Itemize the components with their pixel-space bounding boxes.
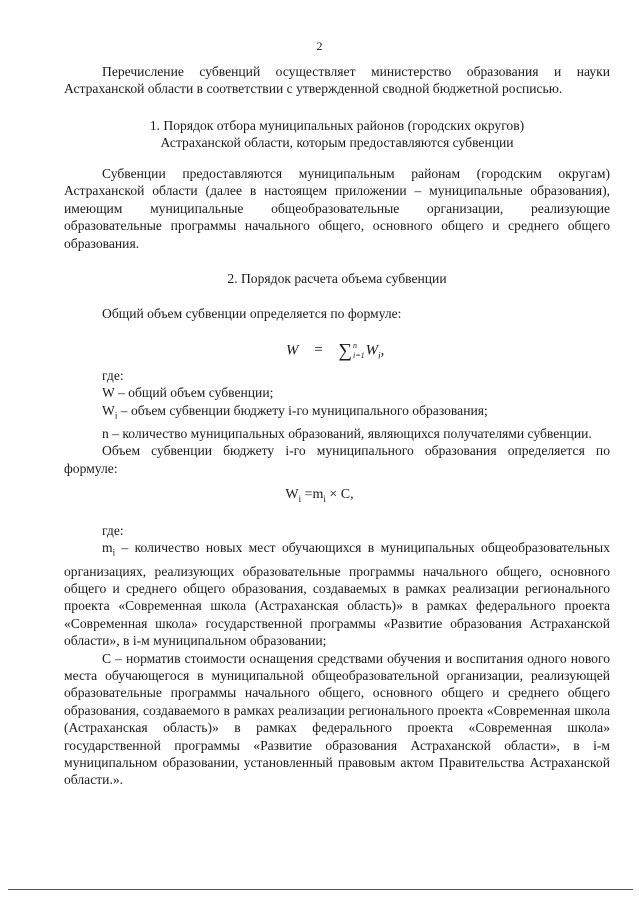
formula2-lhs-sub: i <box>298 493 302 504</box>
section1-heading <box>64 117 610 152</box>
formula2-rhs-sub: i <box>323 493 326 504</box>
formula1-intro <box>64 305 610 322</box>
formula1-intro-text: Общий объем субвенции определяется по формуле: <box>102 306 402 321</box>
def-mi-sub: i <box>112 548 116 559</box>
section2-heading-text: 2. Порядок расчета объема субвенции <box>227 271 447 286</box>
section1-body <box>64 165 610 252</box>
definitions-1 <box>64 367 610 477</box>
section1-heading-line1: 1. Порядок отбора муниципальных районов (городских округов) <box>149 118 525 133</box>
where1-label: где: <box>102 368 124 383</box>
section1-heading-line2: Астраханской области, которым предоставляются субвенции <box>160 135 514 151</box>
def-Wi-text: – объем субвенции бюджету i-го муниципального образования; <box>117 402 488 418</box>
summation-upper: n <box>353 341 358 350</box>
where2-label: где: <box>102 523 124 538</box>
summation-limits <box>353 341 365 361</box>
def-Wi-symbol: W <box>102 402 115 418</box>
formula1-term-sub: i <box>378 350 381 361</box>
formula2-tail: × C, <box>325 487 354 502</box>
definitions-2 <box>64 522 610 789</box>
formula2-lhs: W <box>285 487 299 502</box>
formula1-lhs: W <box>286 342 299 359</box>
section1-body-text: Субвенции предоставляются муниципальным районам (городским округам) Астраханской области (далее в настоящем приложении – муниципальные образования), имеющим муниципальные общеобразовательные организации, реализующие образовательные программы начального общего, основного общего и среднего общего образования. <box>64 166 610 251</box>
def-mi <box>64 539 610 649</box>
formula1-tail: , <box>380 342 385 359</box>
formula-municipal-subvention <box>0 486 639 508</box>
formula1-equals: = <box>314 342 323 359</box>
intro-paragraph <box>64 63 610 98</box>
def-mi-symbol: m <box>102 540 113 556</box>
formula1-term: W <box>365 342 379 359</box>
formula2-intro: Объем субвенции бюджету i-го муниципального образования определяется по формуле: <box>64 443 610 476</box>
formula-total-subvention <box>286 341 384 365</box>
def-n: n – количество муниципальных образований, являющихся получателями субвенции. <box>102 425 592 441</box>
def-Wi-sub: i <box>114 410 118 421</box>
intro-text: Перечисление субвенций осуществляет министерство образования и науки Астраханской области в соответствии с утвержденной сводной бюджетной росписью. <box>64 64 610 97</box>
formula2-rhs: =m <box>301 487 324 502</box>
page-number: 2 <box>316 39 323 53</box>
summation-lower: i=1 <box>353 351 365 360</box>
def-mi-text: – количество новых мест обучающихся в муниципальных общеобразовательных организациях, реализующих образовательные программы начального общего, основного общего и среднего общего образования, создаваемых в рамках реализации регионального проекта «Современная школа (Астраханская область)» в рамках федерального проекта «Современная школа» государственной программы «Развитие образования Астраханской области», в i-м муниципальном образовании; <box>64 540 610 649</box>
def-W: W – общий объем субвенции; <box>102 385 274 401</box>
def-Wi <box>64 402 610 425</box>
summation-sign: ∑ <box>338 340 353 362</box>
footer-divider <box>8 889 633 890</box>
section2-heading <box>64 270 610 287</box>
def-C: С – норматив стоимости оснащения средствами обучения и воспитания одного нового места обучающегося в муниципальной общеобразовательной организации, реализующей образовательные программы начального общего, основного общего и среднего общего образования, создаваемого в рамках реализации регионального проекта «Современная школа (Астраханская область)» в рамках федерального проекта «Современная школа» государственной программы «Развитие образования Астраханской области», в i-м муниципальном образовании, установленный правовым актом Правительства Астраханской области.». <box>64 650 610 788</box>
